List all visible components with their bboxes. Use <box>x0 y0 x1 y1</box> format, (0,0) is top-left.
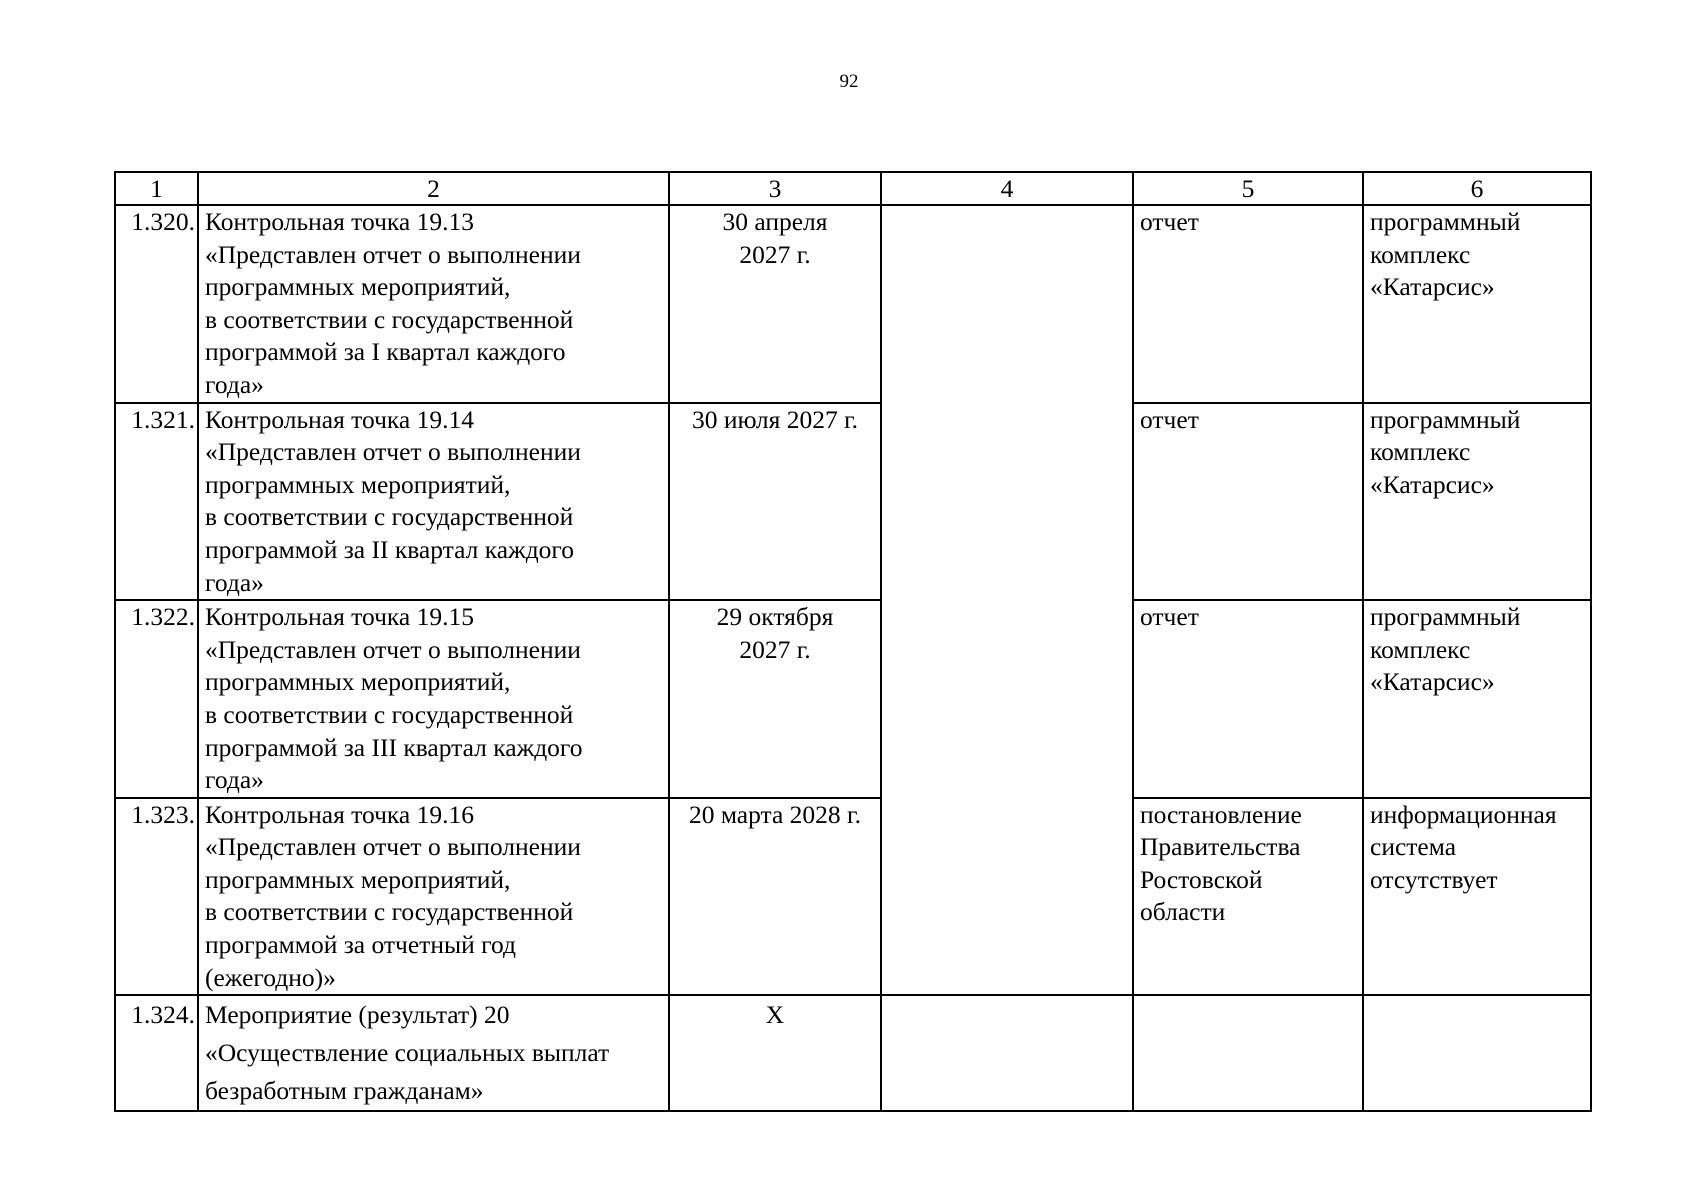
document-line: постановление <box>1140 799 1302 829</box>
system-line: программный <box>1370 404 1521 434</box>
row-number: 1.320. <box>115 205 198 403</box>
row-date <box>669 205 881 403</box>
title-line: программных мероприятий, <box>205 864 511 894</box>
title-line: Контрольная точка 19.16 <box>205 799 474 829</box>
title-line: Контрольная точка 19.14 <box>205 404 474 434</box>
title-line: в соответствии с государственной <box>205 897 574 927</box>
row-title <box>198 600 669 798</box>
row-number: 1.323. <box>115 798 198 996</box>
responsible-cell <box>881 995 1133 1111</box>
system-line: «Катарсис» <box>1370 667 1495 697</box>
title-line: программных мероприятий, <box>205 272 511 302</box>
row-date <box>669 403 881 601</box>
document-line: Ростовской <box>1140 864 1263 894</box>
table-row <box>115 600 1591 798</box>
plan-table <box>114 171 1592 1112</box>
row-title <box>198 798 669 996</box>
title-line: «Представлен отчет о выполнении <box>205 437 581 467</box>
column-header: 1 <box>115 172 198 205</box>
title-line: «Представлен отчет о выполнении <box>205 239 581 269</box>
date-line: 20 марта 2028 г. <box>688 799 862 829</box>
system-line: программный <box>1370 207 1521 236</box>
title-line: «Представлен отчет о выполнении <box>205 832 581 862</box>
document-line: области <box>1140 897 1226 927</box>
responsible-cell <box>881 205 1133 995</box>
title-line: Контрольная точка 19.15 <box>205 602 474 632</box>
row-date <box>669 600 881 798</box>
title-line: года» <box>205 567 264 597</box>
table-row <box>115 403 1591 601</box>
system-line: комплекс <box>1370 239 1471 269</box>
row-date <box>669 995 881 1111</box>
row-date <box>669 798 881 996</box>
row-number: 1.321. <box>115 403 198 601</box>
title-line: в соответствии с государственной <box>205 304 574 334</box>
row-system <box>1363 403 1591 601</box>
column-header: 5 <box>1133 172 1363 205</box>
row-title <box>198 205 669 403</box>
title-line: «Представлен отчет о выполнении <box>205 634 581 664</box>
title-line: программой за I квартал каждого <box>205 337 566 367</box>
row-title <box>198 995 669 1111</box>
title-line: безработным гражданам» <box>205 1076 484 1106</box>
date-line: 2027 г. <box>739 239 811 269</box>
title-line: в соответствии с государственной <box>205 502 574 532</box>
date-line: Х <box>765 1000 785 1030</box>
row-document <box>1133 403 1363 601</box>
column-header: 4 <box>881 172 1133 205</box>
system-line: система <box>1370 832 1457 862</box>
system-line: программный <box>1370 602 1521 632</box>
column-header: 6 <box>1363 172 1591 205</box>
title-line: программой за III квартал каждого <box>205 732 583 762</box>
title-line: Мероприятие (результат) 20 <box>205 1000 510 1030</box>
system-line: «Катарсис» <box>1370 469 1495 499</box>
row-system <box>1363 798 1591 996</box>
title-line: (ежегодно)» <box>205 962 336 992</box>
system-line: комплекс <box>1370 634 1471 664</box>
table-row <box>115 205 1591 403</box>
date-line: 29 октября <box>716 602 834 632</box>
row-number: 1.324. <box>115 995 198 1111</box>
date-line: 2027 г. <box>739 634 811 664</box>
system-line: комплекс <box>1370 437 1471 467</box>
row-system <box>1363 205 1591 403</box>
document-line: Правительства <box>1140 832 1301 862</box>
row-document <box>1133 205 1363 403</box>
row-system <box>1363 600 1591 798</box>
row-number: 1.322. <box>115 600 198 798</box>
document-line: отчет <box>1140 602 1199 632</box>
column-header: 3 <box>669 172 881 205</box>
document-line: отчет <box>1140 207 1199 236</box>
system-line: отсутствует <box>1370 864 1498 894</box>
title-line: года» <box>205 369 264 399</box>
table-row <box>115 995 1591 1111</box>
system-line: «Катарсис» <box>1370 272 1495 302</box>
row-system <box>1363 995 1591 1111</box>
row-document <box>1133 995 1363 1111</box>
system-line: информационная <box>1370 799 1557 829</box>
row-document <box>1133 798 1363 996</box>
title-line: программой за II квартал каждого <box>205 534 575 564</box>
page-number: 92 <box>839 71 859 92</box>
title-line: Контрольная точка 19.13 <box>205 207 474 236</box>
date-line: 30 июля 2027 г. <box>691 404 859 434</box>
date-line: 30 апреля <box>722 207 828 236</box>
title-line: программой за отчетный год <box>205 930 516 960</box>
title-line: программных мероприятий, <box>205 667 511 697</box>
title-line: программных мероприятий, <box>205 469 511 499</box>
title-line: «Осуществление социальных выплат <box>205 1038 610 1068</box>
table-header-row <box>115 172 1591 205</box>
row-document <box>1133 600 1363 798</box>
title-line: в соответствии с государственной <box>205 699 574 729</box>
table-row <box>115 798 1591 996</box>
column-header: 2 <box>198 172 669 205</box>
document-line: отчет <box>1140 404 1199 434</box>
title-line: года» <box>205 765 264 795</box>
row-title <box>198 403 669 601</box>
